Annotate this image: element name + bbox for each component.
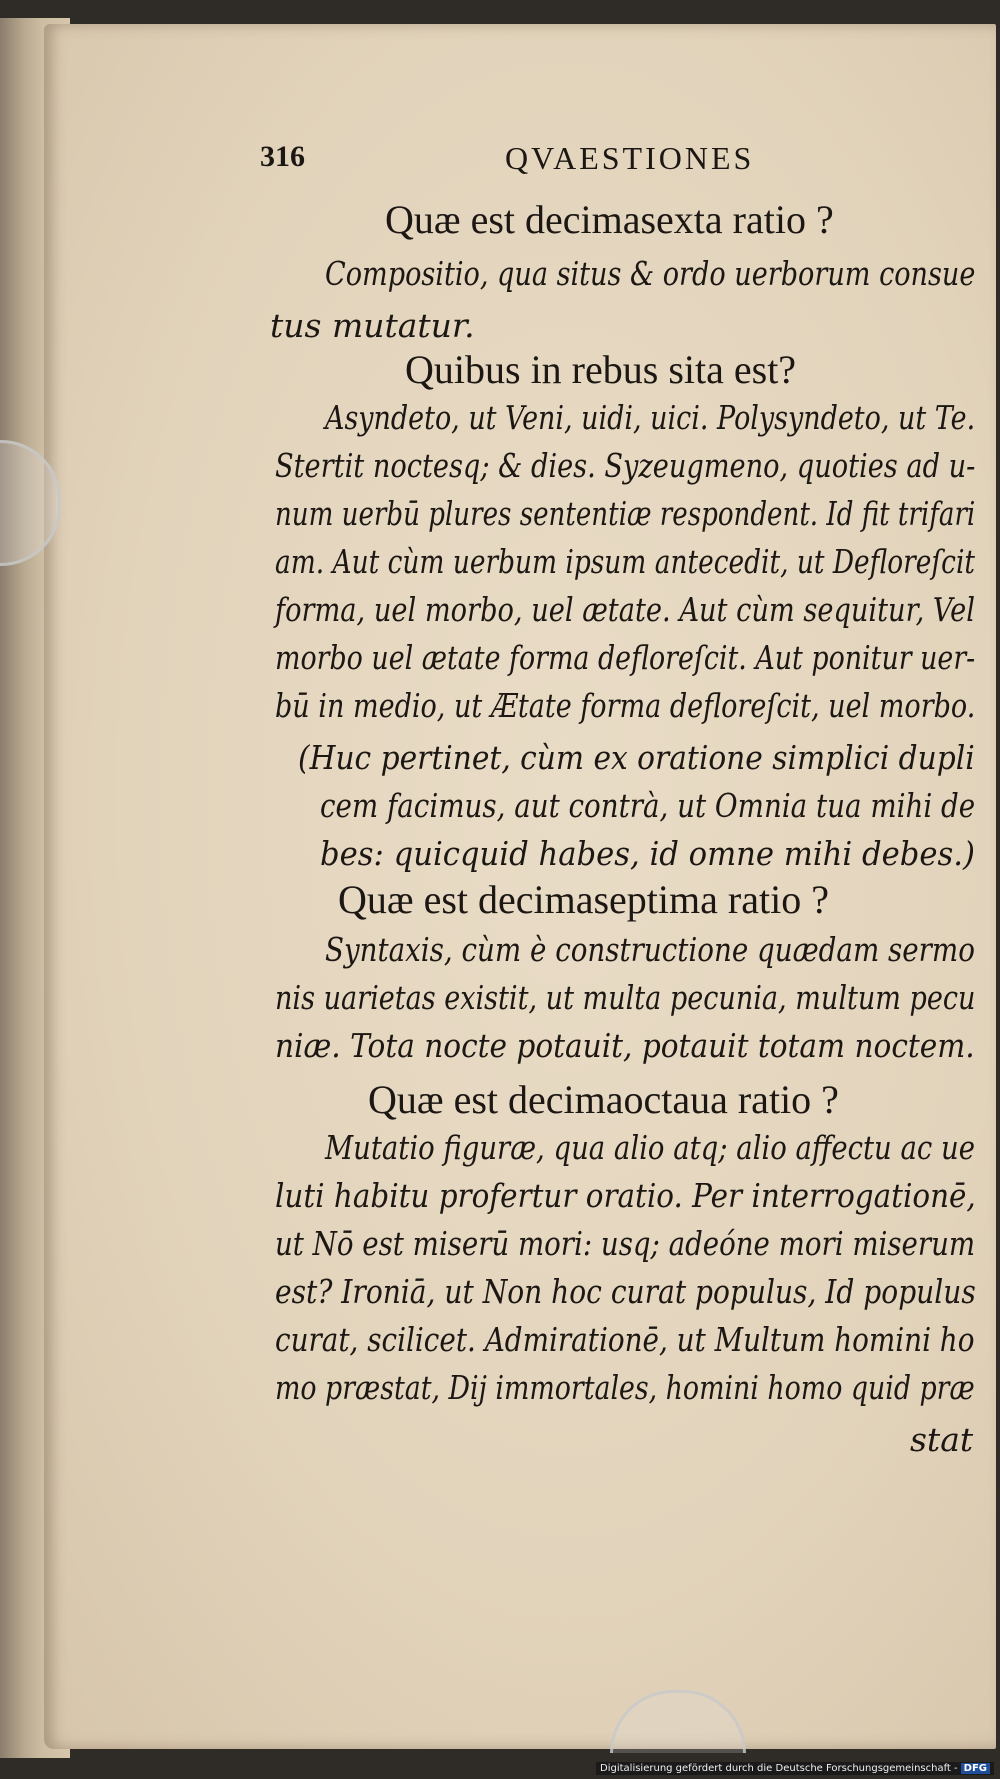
text-line: (Huc pertinet, cùm ex oratione simplici dupli <box>298 738 975 777</box>
text-line: tus mutatur. <box>270 306 475 345</box>
text-line: nis uarietas existit, ut multa pecunia, multum pecu <box>275 978 976 1017</box>
dfg-logo: DFG <box>961 1763 990 1774</box>
text-line: curat, scilicet. Admirationē, ut Multum homini ho <box>275 1320 975 1359</box>
text-line: bū in medio, ut Ætate forma defloreſcit, uel morbo. <box>275 686 976 725</box>
question-heading-18: Quæ est decimaoctaua ratio ? <box>368 1077 839 1122</box>
text-line: forma, uel morbo, uel ætate. Aut cùm sequitur, Vel <box>275 590 975 629</box>
question-heading-sita: Quibus in rebus sita est? <box>405 347 797 392</box>
text-line: luti habitu profertur oratio. Per interrogationē, <box>275 1176 976 1215</box>
text-line: niæ. Tota nocte potauit, potauit totam noctem. <box>275 1026 975 1065</box>
text-line: Syntaxis, cùm è constructione quædam sermo <box>325 930 975 969</box>
text-line: bes: quicquid habes, id omne mihi debes.) <box>320 834 975 873</box>
catchword: stat <box>910 1420 974 1459</box>
text-line: ut Nō est miserū mori: usq; adeóne mori miserum <box>275 1224 976 1263</box>
text-line: Stertit noctesq; & dies. Syzeugmeno, quoties ad u- <box>275 446 976 485</box>
running-head: QVAESTIONES <box>505 140 755 176</box>
text-line: est? Ironiā, ut Non hoc curat populus, Id populus <box>275 1272 976 1311</box>
text-line: Mutatio figuræ, qua alio atq; alio affectu ac ue <box>325 1128 976 1167</box>
text-line: Compositio, qua situs & ordo uerborum consue <box>325 254 976 293</box>
question-heading-17: Quæ est decimaseptima ratio ? <box>338 877 829 922</box>
text-line: num uerbū plures sententiæ respondent. Id fit trifari <box>275 494 976 533</box>
question-heading-16: Quæ est decimasexta ratio ? <box>385 197 834 242</box>
text-line: morbo uel ætate forma defloreſcit. Aut ponitur uer- <box>275 638 976 677</box>
page-number: 316 <box>260 140 305 173</box>
text-line: Asyndeto, ut Veni, uidi, uici. Polysyndeto, ut Te. <box>325 398 976 437</box>
text-line: cem facimus, aut contrà, ut Omnia tua mihi de <box>320 786 976 825</box>
credit-text: Digitalisierung gefördert durch die Deutsche Forschungsgemeinschaft - <box>600 1763 958 1774</box>
digitization-credit <box>596 1762 994 1775</box>
text-line: am. Aut cùm uerbum ipsum antecedit, ut Defloreſcit <box>275 542 975 581</box>
text-line: mo præstat, Dij immortales, homini homo quid præ <box>275 1368 975 1407</box>
